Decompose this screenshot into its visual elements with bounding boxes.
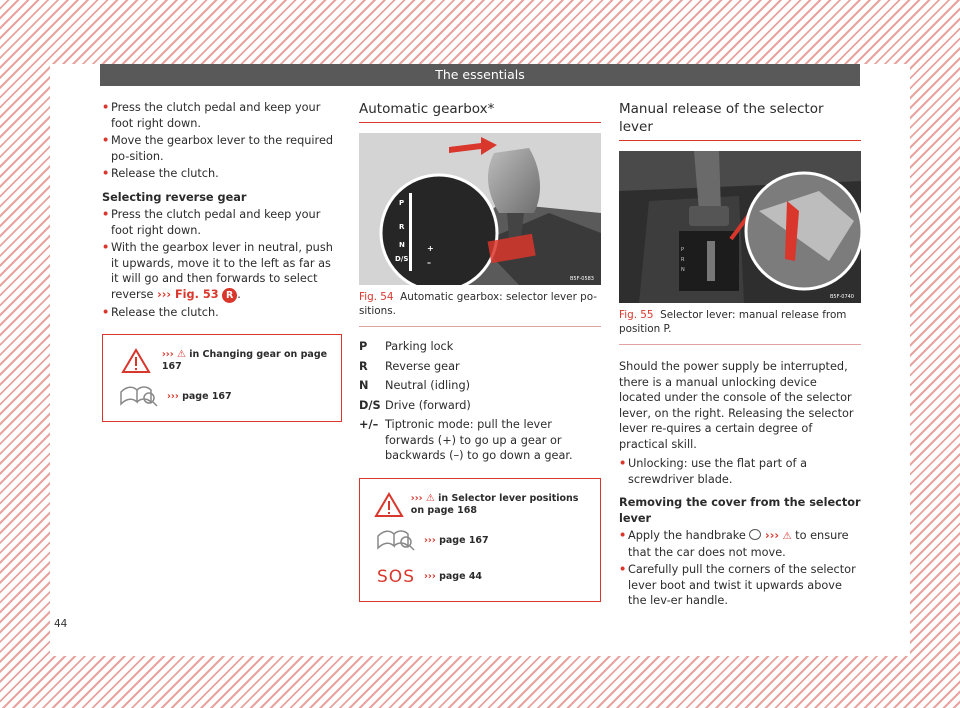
warning-small-icon: ⚠ bbox=[176, 349, 186, 360]
subheading: Removing the cover from the selector lever bbox=[619, 496, 861, 525]
intro-paragraph: Should the power supply be interrupted, there is a manual unlocking device located under the console of the selector lever, on the right. Releasing the selector lever re-quires a certain degree of practical skill. bbox=[619, 360, 854, 451]
figure-automatic-gearbox bbox=[359, 133, 601, 285]
figure-link[interactable]: ››› Fig. 53 bbox=[157, 287, 219, 301]
note-text: page 167 bbox=[439, 534, 489, 546]
note-row bbox=[368, 487, 592, 523]
list-item: • Move the gearbox lever to the required po-sition. bbox=[102, 133, 342, 164]
list-item: • Press the clutch pedal and keep your foot right down. bbox=[102, 100, 342, 131]
sos-icon: SOS bbox=[377, 566, 415, 587]
dial-label-n: N bbox=[399, 241, 405, 249]
lever-label-p: P bbox=[681, 247, 685, 253]
page-header: The essentials bbox=[100, 64, 860, 86]
column-left bbox=[102, 100, 342, 422]
list-item: • Unlocking: use the flat part of a screwdriver blade. bbox=[619, 456, 861, 487]
note-row bbox=[111, 343, 333, 379]
position-item: R Reverse gear bbox=[359, 359, 460, 373]
warning-icon bbox=[111, 348, 162, 374]
lever-label-r: R bbox=[681, 257, 685, 263]
reference-box bbox=[102, 334, 342, 422]
position-item: P Parking lock bbox=[359, 340, 454, 353]
figure-code: B5F-0583 bbox=[569, 276, 594, 282]
list-item: • Press the clutch pedal and keep your foot right down. bbox=[102, 207, 342, 238]
note-row bbox=[111, 379, 333, 415]
dial-plus: + bbox=[427, 244, 434, 253]
position-item: D/S Drive (forward) bbox=[359, 398, 471, 412]
figure-number: Fig. 55 bbox=[619, 309, 654, 321]
position-item: +/– Tiptronic mode: pull the lever forwards (+) to go up a gear or backwards (–) to go down a gear. bbox=[359, 418, 573, 462]
warning-icon bbox=[368, 492, 411, 518]
link-arrows[interactable]: ››› bbox=[410, 492, 423, 504]
note-row bbox=[368, 559, 592, 595]
section-title: Manual release of the selector lever bbox=[619, 100, 861, 141]
figure-selector-lever-release bbox=[619, 151, 861, 303]
callout-letter: R bbox=[222, 288, 237, 303]
dial-label-p: P bbox=[399, 199, 405, 207]
position-list bbox=[359, 339, 601, 464]
link-arrows[interactable]: ››› bbox=[424, 534, 436, 546]
figure-code: B5F-0740 bbox=[829, 294, 854, 300]
note-row bbox=[368, 523, 592, 559]
dial-label-ds: D/S bbox=[395, 255, 409, 263]
figure-caption bbox=[359, 285, 601, 327]
bullet-list bbox=[102, 207, 342, 320]
note-text: page 167 bbox=[182, 391, 232, 402]
bullet-list bbox=[619, 528, 861, 609]
caption-text: Automatic gearbox: selector lever po-sitions. bbox=[359, 291, 598, 317]
note-text: page 44 bbox=[439, 570, 483, 582]
reference-box bbox=[359, 478, 601, 602]
info-book-icon bbox=[368, 530, 424, 552]
link-arrows[interactable]: ››› bbox=[167, 391, 179, 402]
list-item: • Carefully pull the corners of the selector lever boot and twist it upwards above the lev-er handle. bbox=[619, 562, 861, 609]
bullet-list bbox=[619, 456, 861, 487]
link-arrows[interactable]: ››› bbox=[424, 570, 436, 582]
list-item: • Apply the handbrake ››› ⚠ to ensure that the car does not move. bbox=[619, 528, 861, 560]
handbrake-icon bbox=[749, 529, 761, 540]
page-number: 44 bbox=[54, 618, 68, 630]
column-right bbox=[619, 100, 861, 611]
caption-text: Selector lever: manual release from position P. bbox=[619, 309, 847, 335]
link-arrows[interactable]: ››› bbox=[161, 349, 174, 360]
link-arrows[interactable]: ››› bbox=[765, 529, 780, 542]
lever-label-n: N bbox=[681, 267, 685, 273]
list-item: • With the gearbox lever in neutral, push it upwards, move it to the left as far as it will go and then forwards to select reverse ››› Fig. 53 R . bbox=[102, 240, 342, 303]
list-item: • Release the clutch. bbox=[102, 166, 342, 182]
note-text: in Changing gear on page 167 bbox=[161, 349, 328, 372]
dial-label-r: R bbox=[399, 223, 405, 231]
column-middle bbox=[359, 100, 601, 602]
subheading: Selecting reverse gear bbox=[102, 190, 247, 204]
dial-minus: – bbox=[427, 258, 431, 267]
info-book-icon bbox=[111, 386, 167, 408]
position-item: N Neutral (idling) bbox=[359, 379, 471, 392]
figure-number: Fig. 54 bbox=[359, 291, 394, 303]
bullet-list bbox=[102, 100, 342, 182]
section-title: Automatic gearbox* bbox=[359, 100, 601, 123]
warning-small-icon: ⚠ bbox=[782, 531, 792, 542]
note-text: in Selector lever positions on page 168 bbox=[410, 492, 579, 516]
warning-small-icon: ⚠ bbox=[425, 492, 435, 504]
list-item-text: With the gearbox lever in neutral, push it upwards, move it to the left as far as it will go and then forwards to select reverse bbox=[111, 241, 333, 301]
list-item: • Release the clutch. bbox=[102, 305, 342, 321]
figure-caption bbox=[619, 303, 861, 345]
